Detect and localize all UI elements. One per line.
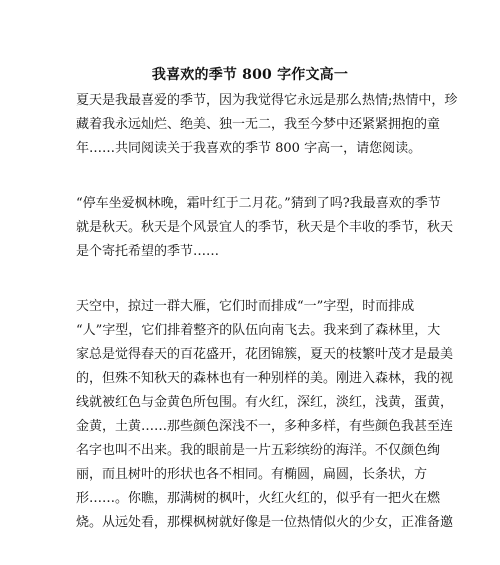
paragraph-line: 年……共同阅读关于我喜欢的季节 800 字高一，请您阅读。 [76, 141, 422, 156]
paragraph-line: 名字也叫不出来。我的眼前是一片五彩缤纷的海洋。不仅颜色绚 [76, 443, 441, 458]
paragraph-line: 金黄，土黄……那些颜色深浅不一，多种多样，有些颜色我甚至连 [76, 419, 454, 434]
paragraph-line: 的，但殊不知秋天的森林也有一种别样的美。刚进入森林，我的视 [76, 371, 454, 386]
paragraph-line: 丽，而且树叶的形状也各不相同。有椭圆，扁圆，长条状，方 [76, 467, 428, 482]
paragraph-line: 就是秋天。秋天是个风景宜人的季节，秋天是个丰收的季节，秋天 [76, 220, 454, 235]
paragraph-1 [76, 89, 458, 161]
paragraph-3 [76, 295, 454, 535]
paragraph-line: 形……。你瞧，那满树的枫叶，火红火红的，似乎有一把火在燃 [76, 491, 441, 506]
paragraph-line: 线就被红色与金黄色所包围。有火红，深红，淡红，浅黄，蛋黄， [76, 395, 454, 410]
paragraph-line: 家总是觉得春天的百花盛开，花团锦簇，夏天的枝繁叶茂才是最美 [76, 347, 454, 362]
paragraph-line: 夏天是我最喜爱的季节，因为我觉得它永远是那么热情;热情中，珍 [76, 93, 458, 108]
document-title: 我喜欢的季节 800 字作文高一 [151, 67, 349, 83]
paragraph-line: 藏着我永远灿烂、绝美、独一无二，我至今梦中还紧紧拥抱的童 [76, 117, 441, 132]
paragraph-line: “人”字型，它们排着整齐的队伍向南飞去。我来到了森林里，大 [76, 323, 441, 338]
paragraph-line: 烧。从远处看，那棵枫树就好像是一位热情似火的少女，正准备邀 [76, 515, 454, 530]
paragraph-line: 天空中，掠过一群大雁，它们时而排成“一”字型，时而排成 [76, 299, 415, 314]
paragraph-line: “停车坐爱枫林晚，霜叶红于二月花。”猜到了吗?我最喜欢的季节 [76, 196, 441, 211]
paragraph-2 [76, 192, 454, 264]
paragraph-line: 是个寄托希望的季节…… [76, 244, 220, 259]
